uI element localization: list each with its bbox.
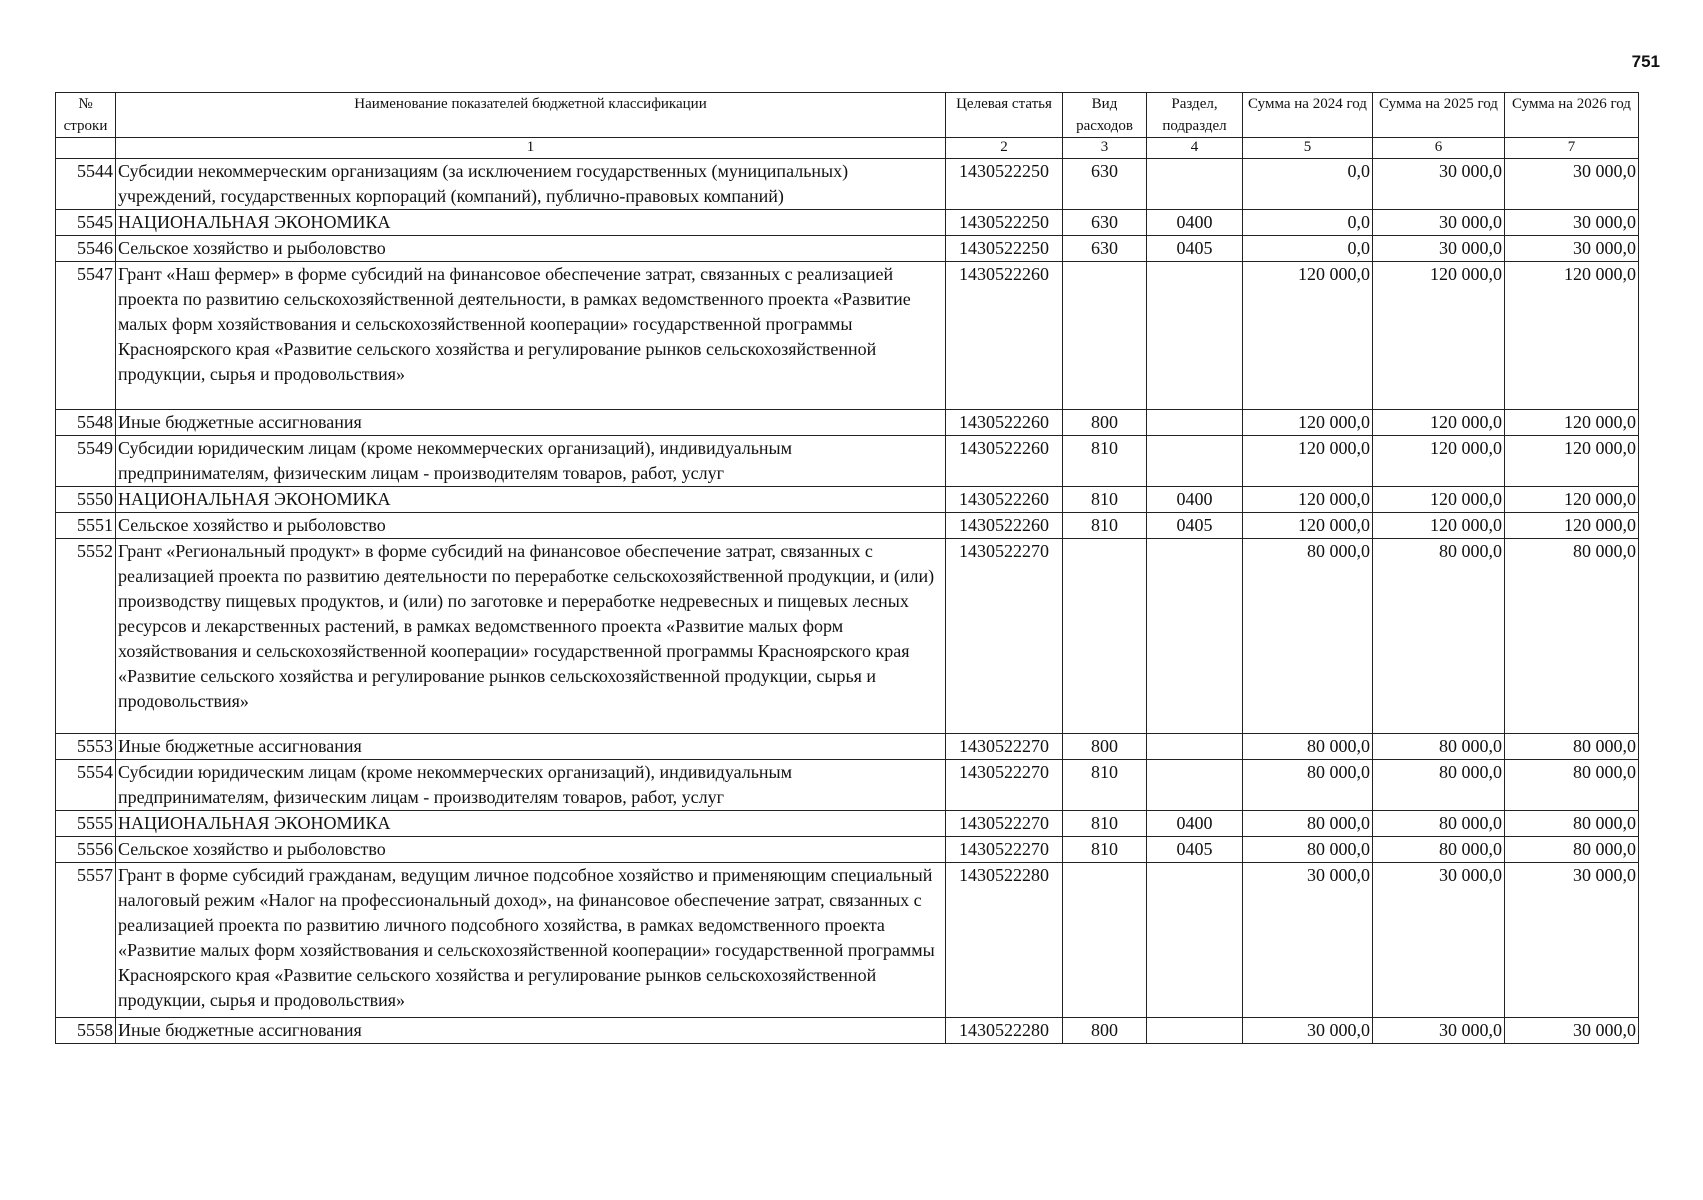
expense-type: 800 bbox=[1063, 1018, 1147, 1044]
expense-type: 810 bbox=[1063, 436, 1147, 487]
section-code bbox=[1147, 436, 1243, 487]
sum-2025: 80 000,0 bbox=[1373, 837, 1505, 863]
table-row bbox=[56, 262, 1639, 410]
expense-type: 800 bbox=[1063, 410, 1147, 436]
target-article: 1430522260 bbox=[946, 262, 1063, 410]
sum-2024: 120 000,0 bbox=[1243, 436, 1373, 487]
expense-type: 630 bbox=[1063, 236, 1147, 262]
sum-2025: 30 000,0 bbox=[1373, 1018, 1505, 1044]
sum-2026: 120 000,0 bbox=[1505, 436, 1639, 487]
row-number: 5545 bbox=[56, 210, 116, 236]
table-row bbox=[56, 1018, 1639, 1044]
expense-type: 800 bbox=[1063, 734, 1147, 760]
column-number: 1 bbox=[116, 138, 946, 159]
row-name: НАЦИОНАЛЬНАЯ ЭКОНОМИКА bbox=[116, 487, 946, 513]
row-number: 5548 bbox=[56, 410, 116, 436]
sum-2024: 30 000,0 bbox=[1243, 1018, 1373, 1044]
sum-2024: 0,0 bbox=[1243, 236, 1373, 262]
sum-2024: 0,0 bbox=[1243, 159, 1373, 210]
sum-2026: 30 000,0 bbox=[1505, 236, 1639, 262]
table-row bbox=[56, 760, 1639, 811]
expense-type: 810 bbox=[1063, 811, 1147, 837]
table-row bbox=[56, 236, 1639, 262]
target-article: 1430522270 bbox=[946, 539, 1063, 734]
row-name: Субсидии некоммерческим организациям (за исключением государственных (муниципальных) учреждений, государственных корпораций (компаний), публично-правовых компаний) bbox=[116, 159, 946, 210]
sum-2025: 80 000,0 bbox=[1373, 811, 1505, 837]
table-row bbox=[56, 436, 1639, 487]
page-number: 751 bbox=[1631, 52, 1660, 71]
header-row bbox=[56, 93, 1639, 138]
sum-2026: 120 000,0 bbox=[1505, 410, 1639, 436]
expense-type: 630 bbox=[1063, 210, 1147, 236]
header-section: Раздел, подраздел bbox=[1147, 93, 1243, 138]
row-number: 5551 bbox=[56, 513, 116, 539]
section-code bbox=[1147, 159, 1243, 210]
target-article: 1430522270 bbox=[946, 734, 1063, 760]
target-article: 1430522270 bbox=[946, 811, 1063, 837]
target-article: 1430522250 bbox=[946, 210, 1063, 236]
row-name: Сельское хозяйство и рыболовство bbox=[116, 837, 946, 863]
row-number: 5550 bbox=[56, 487, 116, 513]
sum-2024: 80 000,0 bbox=[1243, 760, 1373, 811]
sum-2025: 30 000,0 bbox=[1373, 236, 1505, 262]
row-name: Грант «Наш фермер» в форме субсидий на финансовое обеспечение затрат, связанных с реализацией проекта по развитию сельскохозяйственной деятельности, в рамках ведомственного проекта «Развитие малых форм хозяйствования и сельскохозяйственной кооперации» государственной программы Красноярского края «Развитие сельского хозяйства и регулирование рынков сельскохозяйственной продукции, сырья и продовольствия» bbox=[116, 262, 946, 410]
row-name: Сельское хозяйство и рыболовство bbox=[116, 513, 946, 539]
expense-type: 810 bbox=[1063, 760, 1147, 811]
header-row-no: № строки bbox=[56, 93, 116, 138]
sum-2024: 120 000,0 bbox=[1243, 262, 1373, 410]
header-expense-type: Вид расходов bbox=[1063, 93, 1147, 138]
row-number: 5549 bbox=[56, 436, 116, 487]
sum-2024: 80 000,0 bbox=[1243, 837, 1373, 863]
section-code: 0400 bbox=[1147, 811, 1243, 837]
row-number: 5547 bbox=[56, 262, 116, 410]
target-article: 1430522280 bbox=[946, 1018, 1063, 1044]
row-number: 5553 bbox=[56, 734, 116, 760]
sum-2026: 80 000,0 bbox=[1505, 734, 1639, 760]
sum-2025: 120 000,0 bbox=[1373, 262, 1505, 410]
row-number: 5544 bbox=[56, 159, 116, 210]
table-row bbox=[56, 837, 1639, 863]
sum-2026: 30 000,0 bbox=[1505, 1018, 1639, 1044]
section-code: 0400 bbox=[1147, 487, 1243, 513]
row-name: Иные бюджетные ассигнования bbox=[116, 734, 946, 760]
sum-2026: 120 000,0 bbox=[1505, 513, 1639, 539]
section-code bbox=[1147, 262, 1243, 410]
table-row bbox=[56, 734, 1639, 760]
target-article: 1430522270 bbox=[946, 837, 1063, 863]
section-code: 0405 bbox=[1147, 236, 1243, 262]
section-code bbox=[1147, 760, 1243, 811]
header-target-article: Целевая статья bbox=[946, 93, 1063, 138]
sum-2025: 120 000,0 bbox=[1373, 436, 1505, 487]
sum-2025: 120 000,0 bbox=[1373, 513, 1505, 539]
sum-2025: 80 000,0 bbox=[1373, 539, 1505, 734]
column-number: 6 bbox=[1373, 138, 1505, 159]
target-article: 1430522280 bbox=[946, 863, 1063, 1018]
sum-2024: 80 000,0 bbox=[1243, 734, 1373, 760]
row-name: Иные бюджетные ассигнования bbox=[116, 1018, 946, 1044]
sum-2025: 120 000,0 bbox=[1373, 487, 1505, 513]
sum-2024: 120 000,0 bbox=[1243, 410, 1373, 436]
sum-2025: 30 000,0 bbox=[1373, 863, 1505, 1018]
sum-2025: 120 000,0 bbox=[1373, 410, 1505, 436]
table-row bbox=[56, 210, 1639, 236]
row-name: Иные бюджетные ассигнования bbox=[116, 410, 946, 436]
row-number: 5557 bbox=[56, 863, 116, 1018]
column-number: 7 bbox=[1505, 138, 1639, 159]
target-article: 1430522260 bbox=[946, 487, 1063, 513]
row-number: 5555 bbox=[56, 811, 116, 837]
column-number-row bbox=[56, 138, 1639, 159]
table-row bbox=[56, 863, 1639, 1018]
target-article: 1430522260 bbox=[946, 513, 1063, 539]
section-code bbox=[1147, 410, 1243, 436]
header-sum-2025: Сумма на 2025 год bbox=[1373, 93, 1505, 138]
expense-type bbox=[1063, 262, 1147, 410]
sum-2025: 80 000,0 bbox=[1373, 734, 1505, 760]
expense-type: 630 bbox=[1063, 159, 1147, 210]
section-code bbox=[1147, 863, 1243, 1018]
section-code: 0405 bbox=[1147, 837, 1243, 863]
row-name: Субсидии юридическим лицам (кроме некоммерческих организаций), индивидуальным предпринимателям, физическим лицам - производителям товаров, работ, услуг bbox=[116, 760, 946, 811]
sum-2026: 80 000,0 bbox=[1505, 760, 1639, 811]
column-number: 4 bbox=[1147, 138, 1243, 159]
section-code bbox=[1147, 539, 1243, 734]
expense-type bbox=[1063, 539, 1147, 734]
target-article: 1430522260 bbox=[946, 410, 1063, 436]
header-name: Наименование показателей бюджетной классификации bbox=[116, 93, 946, 138]
sum-2024: 80 000,0 bbox=[1243, 811, 1373, 837]
section-code: 0400 bbox=[1147, 210, 1243, 236]
table-row bbox=[56, 539, 1639, 734]
section-code: 0405 bbox=[1147, 513, 1243, 539]
expense-type bbox=[1063, 863, 1147, 1018]
row-name: Сельское хозяйство и рыболовство bbox=[116, 236, 946, 262]
table-row bbox=[56, 487, 1639, 513]
sum-2025: 30 000,0 bbox=[1373, 210, 1505, 236]
target-article: 1430522250 bbox=[946, 236, 1063, 262]
sum-2026: 120 000,0 bbox=[1505, 262, 1639, 410]
header-sum-2026: Сумма на 2026 год bbox=[1505, 93, 1639, 138]
sum-2026: 30 000,0 bbox=[1505, 159, 1639, 210]
section-code bbox=[1147, 734, 1243, 760]
column-number: 3 bbox=[1063, 138, 1147, 159]
header-sum-2024: Сумма на 2024 год bbox=[1243, 93, 1373, 138]
expense-type: 810 bbox=[1063, 487, 1147, 513]
sum-2024: 120 000,0 bbox=[1243, 487, 1373, 513]
row-name: Субсидии юридическим лицам (кроме некоммерческих организаций), индивидуальным предпринимателям, физическим лицам - производителям товаров, работ, услуг bbox=[116, 436, 946, 487]
sum-2025: 80 000,0 bbox=[1373, 760, 1505, 811]
sum-2026: 80 000,0 bbox=[1505, 539, 1639, 734]
column-number: 5 bbox=[1243, 138, 1373, 159]
row-number: 5552 bbox=[56, 539, 116, 734]
column-number bbox=[56, 138, 116, 159]
expense-type: 810 bbox=[1063, 513, 1147, 539]
target-article: 1430522270 bbox=[946, 760, 1063, 811]
row-name: Грант в форме субсидий гражданам, ведущим личное подсобное хозяйство и применяющим специальный налоговый режим «Налог на профессиональный доход», на финансовое обеспечение затрат, связанных с реализацией проекта по развитию личного подсобного хозяйства, в рамках ведомственного проекта «Развитие малых форм хозяйствования и сельскохозяйственной кооперации» государственной программы Красноярского края «Развитие сельского хозяйства и регулирование рынков сельскохозяйственной продукции, сырья и продовольствия» bbox=[116, 863, 946, 1018]
table-row bbox=[56, 811, 1639, 837]
target-article: 1430522260 bbox=[946, 436, 1063, 487]
sum-2024: 120 000,0 bbox=[1243, 513, 1373, 539]
sum-2025: 30 000,0 bbox=[1373, 159, 1505, 210]
sum-2024: 30 000,0 bbox=[1243, 863, 1373, 1018]
sum-2026: 30 000,0 bbox=[1505, 863, 1639, 1018]
row-number: 5546 bbox=[56, 236, 116, 262]
sum-2026: 80 000,0 bbox=[1505, 837, 1639, 863]
sum-2026: 120 000,0 bbox=[1505, 487, 1639, 513]
row-name: Грант «Региональный продукт» в форме субсидий на финансовое обеспечение затрат, связанных с реализацией проекта по развитию деятельности по переработке сельскохозяйственной продукции, и (или) производству пищевых продуктов, и (или) по заготовке и переработке недревесных и пищевых лесных ресурсов и лекарственных растений, в рамках ведомственного проекта «Развитие малых форм хозяйствования и сельскохозяйственной кооперации» государственной программы Красноярского края «Развитие сельского хозяйства и регулирование рынков сельскохозяйственной продукции, сырья и продовольствия» bbox=[116, 539, 946, 734]
sum-2026: 30 000,0 bbox=[1505, 210, 1639, 236]
table-row bbox=[56, 513, 1639, 539]
sum-2024: 80 000,0 bbox=[1243, 539, 1373, 734]
row-number: 5556 bbox=[56, 837, 116, 863]
row-number: 5558 bbox=[56, 1018, 116, 1044]
row-number: 5554 bbox=[56, 760, 116, 811]
budget-table bbox=[55, 92, 1639, 1044]
row-name: НАЦИОНАЛЬНАЯ ЭКОНОМИКА bbox=[116, 210, 946, 236]
table-row bbox=[56, 410, 1639, 436]
sum-2026: 80 000,0 bbox=[1505, 811, 1639, 837]
section-code bbox=[1147, 1018, 1243, 1044]
target-article: 1430522250 bbox=[946, 159, 1063, 210]
column-number: 2 bbox=[946, 138, 1063, 159]
expense-type: 810 bbox=[1063, 837, 1147, 863]
sum-2024: 0,0 bbox=[1243, 210, 1373, 236]
table-row bbox=[56, 159, 1639, 210]
row-name: НАЦИОНАЛЬНАЯ ЭКОНОМИКА bbox=[116, 811, 946, 837]
